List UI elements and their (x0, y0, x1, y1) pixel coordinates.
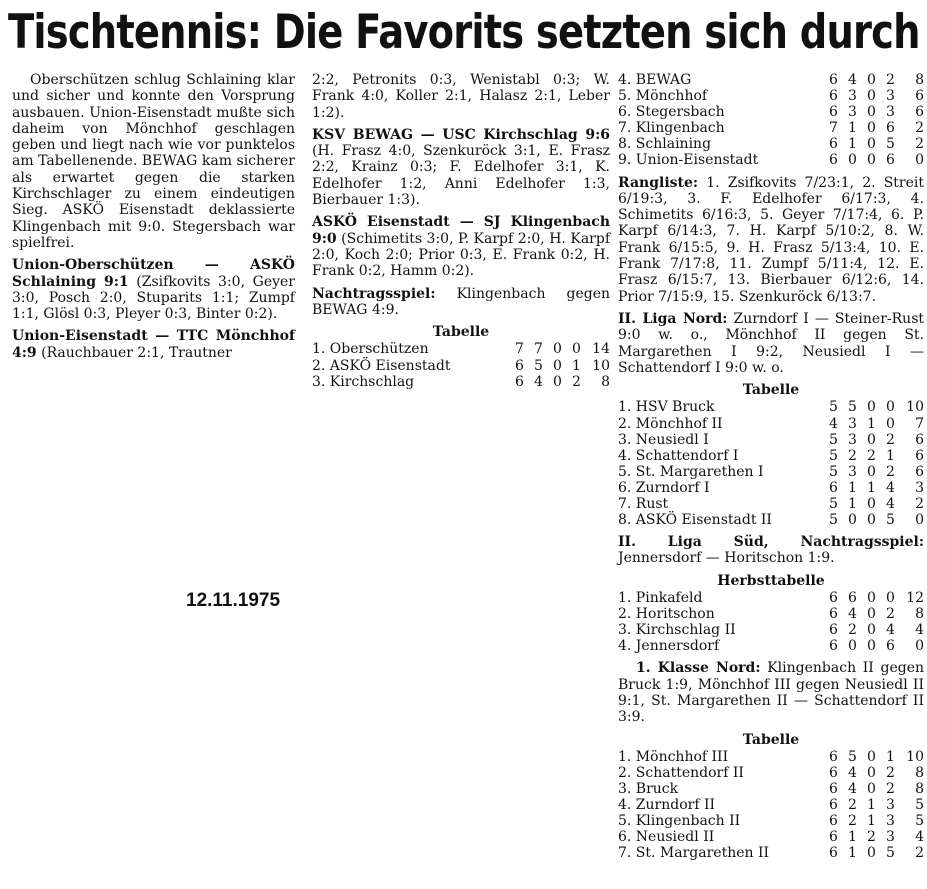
games-played: 6 (829, 479, 838, 496)
wins: 4 (848, 606, 857, 623)
games-played: 6 (829, 152, 838, 169)
games-played: 5 (829, 463, 838, 480)
losses: 5 (886, 845, 895, 862)
points: 0 (915, 512, 924, 529)
wins: 1 (848, 479, 857, 496)
rangliste-heading: Rangliste: (618, 174, 699, 191)
row-spacer (778, 432, 824, 448)
wins: 3 (848, 415, 857, 432)
games-played: 5 (829, 431, 838, 448)
draws: 0 (867, 512, 876, 529)
games-played: 5 (829, 447, 838, 464)
draws: 0 (867, 88, 876, 105)
games-played: 6 (829, 765, 838, 782)
table-row (618, 104, 924, 120)
team-name: 2. Horitschon (618, 606, 715, 623)
match-report (12, 328, 295, 361)
games-played: 5 (829, 399, 838, 416)
points: 10 (906, 748, 924, 765)
row-spacer (778, 448, 824, 464)
row-spacer (456, 374, 510, 390)
table-row (312, 374, 610, 390)
row-spacer (778, 464, 824, 480)
match-report (12, 257, 295, 322)
liga-results: Zurndorf I — Steiner-Rust 9:0 w. o., Mönchhof II gegen St. Margarethen I 9:2, Neusiedl I — Schattendorf I 9:0 w. o. (618, 310, 924, 376)
games-played: 6 (829, 638, 838, 655)
draws: 0 (867, 399, 876, 416)
draws: 0 (553, 341, 562, 358)
match-heading: Union-Oberschützen — ASKÖ Schlaining 9:1 (12, 257, 295, 290)
row-spacer (764, 120, 824, 136)
team-name: 1. Mönchhof III (618, 748, 729, 765)
points: 3 (915, 479, 924, 496)
table-row (618, 638, 924, 654)
points: 4 (915, 829, 924, 846)
losses: 2 (572, 373, 581, 390)
row-spacer (778, 496, 824, 512)
points: 5 (915, 797, 924, 814)
wins: 4 (848, 765, 857, 782)
table-row (312, 358, 610, 374)
team-name: 4. Zurndorf II (618, 797, 716, 814)
wins: 1 (848, 120, 857, 137)
points: 14 (592, 341, 610, 358)
table-row (618, 416, 924, 432)
row-spacer (778, 480, 824, 496)
points: 12 (906, 590, 924, 607)
intro-paragraph: Oberschützen schlug Schlaining klar und sicher und konnte den Vorsprung ausbauen. Union-Eisenstadt mußte sich daheim von Mönchhof geschlagen geben und liegt nach wie vor punktelos am Tabellenende. BEWAG kam sicherer als erwartet gegen die starken Kirchschlager zu einem eindeutigen Sieg. ASKÖ Eisenstadt deklassierte Klingenbach mit 9:0. Stegersbach war spielfrei. (12, 72, 295, 251)
row-spacer (764, 104, 824, 120)
liga-heading: II. Liga Nord: (618, 310, 728, 327)
points: 4 (915, 622, 924, 639)
losses: 1 (886, 748, 895, 765)
draws: 0 (867, 590, 876, 607)
games-played: 6 (829, 104, 838, 121)
table-row (312, 341, 610, 357)
standings-table (618, 399, 924, 528)
wins: 6 (848, 590, 857, 607)
losses: 2 (886, 606, 895, 623)
team-name: 8. Schlaining (618, 136, 712, 153)
standings-table (312, 341, 610, 389)
losses: 0 (572, 341, 581, 358)
games-played: 6 (515, 373, 524, 390)
table-row (618, 797, 924, 813)
standings-table (618, 749, 924, 862)
rangliste (618, 175, 924, 305)
team-name: 1. Pinkafeld (618, 590, 703, 607)
team-name: 6. Stegersbach (618, 104, 725, 121)
points: 6 (915, 431, 924, 448)
table-row (618, 480, 924, 496)
losses: 3 (886, 829, 895, 846)
points: 7 (915, 415, 924, 432)
team-name: 5. Klingenbach II (618, 813, 741, 830)
losses: 2 (886, 431, 895, 448)
headline: Tischtennis: Die Favorits setzten sich durch (8, 5, 920, 60)
row-spacer (456, 341, 510, 357)
draws: 0 (867, 606, 876, 623)
games-played: 6 (829, 606, 838, 623)
table-row (618, 496, 924, 512)
row-spacer (764, 152, 824, 168)
games-played: 6 (829, 813, 838, 830)
games-played: 7 (515, 341, 524, 358)
table-row (618, 829, 924, 845)
wins: 5 (848, 748, 857, 765)
table-row (618, 749, 924, 765)
team-name: 3. Kirchschlag (312, 373, 415, 390)
draws: 0 (867, 136, 876, 153)
wins: 4 (534, 373, 543, 390)
table-row (618, 622, 924, 638)
losses: 0 (886, 415, 895, 432)
games-played: 6 (829, 72, 838, 88)
team-name: 6. Zurndorf I (618, 479, 710, 496)
wins: 0 (848, 152, 857, 169)
losses: 3 (886, 813, 895, 830)
team-name: 2. Schattendorf II (618, 765, 744, 782)
wins: 0 (848, 638, 857, 655)
row-spacer (775, 765, 824, 781)
games-played: 6 (829, 748, 838, 765)
match-results-continued: 2:2, Petronits 0:3, Wenistabl 0:3; W. Frank 4:0, Koller 2:1, Halasz 2:1, Leber 1:2). (312, 72, 610, 121)
losses: 6 (886, 120, 895, 137)
row-spacer (778, 416, 824, 432)
draws: 1 (867, 415, 876, 432)
points: 8 (915, 72, 924, 88)
table-row (618, 448, 924, 464)
games-played: 6 (829, 781, 838, 798)
games-played: 6 (515, 357, 524, 374)
rangliste-body: 1. Zsifkovits 7/23:1, 2. Streit 6/19:3, 3. F. Edelhofer 6/17:3, 4. Schimetits 6/16:3, 5. Geyer 7/17:4, 6. P. Karpf 6/14:3, 7. H. Karpf 5/10:2, 8. W. Frank 6/15:5, 9. H. Frasz 5/13:4, 10. E. Frank 7/17:8, 11. Zumpf 5/11:4, 12. E. Frasz 6/15:7, 13. Bierbauer 6/12:6, 14. Prior 7/15:9, 15. Szenkuröck 6/13:7. (618, 174, 925, 305)
wins: 3 (848, 431, 857, 448)
draws: 1 (867, 797, 876, 814)
table-row (618, 765, 924, 781)
points: 10 (906, 399, 924, 416)
draws: 0 (867, 781, 876, 798)
draws: 2 (867, 447, 876, 464)
wins: 4 (848, 781, 857, 798)
row-spacer (775, 813, 824, 829)
games-played: 6 (829, 829, 838, 846)
games-played: 6 (829, 136, 838, 153)
klasse-nord-report (618, 660, 924, 725)
games-played: 5 (829, 495, 838, 512)
table-row (618, 88, 924, 104)
match-report (312, 214, 610, 279)
team-name: 3. Neusiedl I (618, 431, 709, 448)
draws: 0 (867, 104, 876, 121)
team-name: 6. Neusiedl II (618, 829, 715, 846)
match-results: (Schimetits 3:0, P. Karpf 2:0, H. Karpf 2:0, Koch 2:0; Prior 0:3, E. Frank 0:2, H. Frank 0:2, Hamm 0:2). (312, 230, 610, 280)
table-row (618, 432, 924, 448)
losses: 3 (886, 88, 895, 105)
table-row (618, 606, 924, 622)
row-spacer (775, 845, 824, 861)
draws: 0 (867, 72, 876, 88)
match-results: (H. Frasz 4:0, Szenkuröck 3:1, E. Frasz 2:2, Krainz 0:3; F. Edelhofer 3:1, K. Edelhofer 1:2, Anni Edelhofer 1:3, Bierbauer 1:3). (312, 143, 610, 209)
row-spacer (764, 88, 824, 104)
points: 8 (915, 765, 924, 782)
points: 8 (915, 781, 924, 798)
column-2 (312, 72, 610, 396)
team-name: 2. ASKÖ Eisenstadt (312, 357, 451, 374)
team-name: 7. St. Margarethen II (618, 845, 770, 862)
table-row (618, 120, 924, 136)
draws: 2 (867, 829, 876, 846)
games-played: 6 (829, 797, 838, 814)
row-spacer (775, 797, 824, 813)
row-spacer (764, 72, 824, 88)
wins: 2 (848, 447, 857, 464)
nachtragsspiel-heading: Nachtragsspiel: (312, 285, 436, 302)
table-row (618, 399, 924, 415)
losses: 2 (886, 765, 895, 782)
team-name: 5. St. Margarethen I (618, 463, 764, 480)
games-played: 6 (829, 622, 838, 639)
row-spacer (742, 606, 824, 622)
liga-heading: 1. Klasse Nord: (636, 660, 761, 677)
row-spacer (456, 358, 510, 374)
draws: 0 (553, 357, 562, 374)
points: 8 (915, 606, 924, 623)
points: 2 (915, 136, 924, 153)
liga-nord-report (618, 311, 924, 376)
row-spacer (764, 136, 824, 152)
column-3 (618, 72, 924, 868)
draws: 0 (867, 765, 876, 782)
points: 6 (915, 104, 924, 121)
wins: 3 (848, 88, 857, 105)
team-name: 2. Mönchhof II (618, 415, 723, 432)
games-played: 7 (829, 120, 838, 137)
team-name: 1. Oberschützen (312, 341, 429, 358)
draws: 0 (867, 431, 876, 448)
liga-sued-report (618, 534, 924, 567)
row-spacer (775, 781, 824, 797)
games-played: 5 (829, 512, 838, 529)
standings-table (618, 590, 924, 654)
team-name: 5. Mönchhof (618, 88, 708, 105)
table-row (618, 590, 924, 606)
losses: 5 (886, 136, 895, 153)
team-name: 9. Union-Eisenstadt (618, 152, 759, 169)
losses: 0 (886, 399, 895, 416)
draws: 0 (867, 622, 876, 639)
row-spacer (778, 512, 824, 528)
team-name: 7. Rust (618, 495, 669, 512)
table-row (618, 72, 924, 88)
match-heading: KSV BEWAG — USC Kirchschlag 9:6 (312, 126, 610, 143)
losses: 2 (886, 463, 895, 480)
wins: 2 (848, 813, 857, 830)
table-row (618, 512, 924, 528)
draws: 0 (867, 638, 876, 655)
team-name: 3. Bruck (618, 781, 679, 798)
team-name: 7. Klingenbach (618, 120, 725, 137)
wins: 1 (848, 495, 857, 512)
liga-results: Jennersdorf — Horitschon 1:9. (618, 550, 835, 567)
points: 5 (915, 813, 924, 830)
losses: 4 (886, 479, 895, 496)
points: 2 (915, 845, 924, 862)
table-title: Tabelle (742, 382, 800, 399)
wins: 3 (848, 463, 857, 480)
points: 2 (915, 120, 924, 137)
nachtragsspiel-result: Klingenbach gegen BEWAG 4:9. (312, 285, 611, 318)
table-row (618, 136, 924, 152)
team-name: 8. ASKÖ Eisenstadt II (618, 512, 772, 529)
wins: 2 (848, 797, 857, 814)
losses: 6 (886, 152, 895, 169)
losses: 2 (886, 72, 895, 88)
team-name: 3. Kirchschlag II (618, 622, 736, 639)
liga-results: Klingenbach II gegen Bruck 1:9, Mönchhof III gegen Neusiedl II 9:1, St. Margarethen II — Schattendorf II 3:9. (618, 660, 925, 726)
standings-table (618, 72, 924, 169)
match-heading: ASKÖ Eisenstadt — SJ Klingenbach 9:0 (312, 214, 610, 247)
wins: 5 (848, 399, 857, 416)
match-report (312, 127, 610, 208)
team-name: 4. Schattendorf I (618, 447, 739, 464)
wins: 2 (848, 622, 857, 639)
wins: 4 (848, 72, 857, 88)
losses: 4 (886, 495, 895, 512)
wins: 5 (534, 357, 543, 374)
points: 0 (915, 152, 924, 169)
points: 10 (592, 357, 610, 374)
losses: 1 (572, 357, 581, 374)
match-heading: Union-Eisenstadt — TTC Mönchhof 4:9 (12, 328, 295, 361)
column-1 (12, 72, 295, 367)
match-results: (Rauchbauer 2:1, Trautner (41, 344, 232, 361)
team-name: 1. HSV Bruck (618, 399, 715, 416)
points: 8 (601, 373, 610, 390)
points: 0 (915, 638, 924, 655)
points: 6 (915, 88, 924, 105)
row-spacer (778, 399, 824, 415)
draws: 0 (867, 748, 876, 765)
table-title: Herbsttabelle (717, 572, 825, 589)
losses: 1 (886, 447, 895, 464)
row-spacer (742, 590, 824, 606)
losses: 3 (886, 104, 895, 121)
draws: 0 (867, 495, 876, 512)
draws: 0 (867, 120, 876, 137)
draws: 1 (867, 813, 876, 830)
losses: 4 (886, 622, 895, 639)
row-spacer (742, 622, 824, 638)
table-row (618, 152, 924, 168)
table-row (618, 845, 924, 861)
games-played: 6 (829, 845, 838, 862)
games-played: 6 (829, 590, 838, 607)
table-title: Tabelle (432, 324, 490, 341)
liga-heading: II. Liga Süd, Nachtragsspiel: (618, 534, 924, 551)
team-name: 4. BEWAG (618, 72, 692, 88)
match-results: (Zsifkovits 3:0, Geyer 3:0, Posch 2:0, Stuparits 1:1; Zumpf 1:1, Glösl 0:3, Pleyer 0:3, Binter 0:2). (12, 273, 295, 323)
table-title: Tabelle (742, 731, 800, 748)
table-row (618, 464, 924, 480)
nachtragsspiel (312, 286, 610, 319)
points: 2 (915, 495, 924, 512)
row-spacer (775, 829, 824, 845)
wins: 1 (848, 136, 857, 153)
losses: 3 (886, 797, 895, 814)
wins: 7 (534, 341, 543, 358)
draws: 0 (867, 152, 876, 169)
losses: 6 (886, 638, 895, 655)
draws: 0 (867, 463, 876, 480)
draws: 1 (867, 479, 876, 496)
row-spacer (775, 749, 824, 765)
team-name: 4. Jennersdorf (618, 638, 720, 655)
wins: 3 (848, 104, 857, 121)
table-row (618, 781, 924, 797)
games-played: 4 (829, 415, 838, 432)
table-row (618, 813, 924, 829)
points: 6 (915, 447, 924, 464)
losses: 5 (886, 512, 895, 529)
losses: 0 (886, 590, 895, 607)
points: 6 (915, 463, 924, 480)
date-label: 12.11.1975 (186, 590, 281, 611)
wins: 1 (848, 845, 857, 862)
row-spacer (742, 638, 824, 654)
draws: 0 (867, 845, 876, 862)
losses: 2 (886, 781, 895, 798)
games-played: 6 (829, 88, 838, 105)
wins: 0 (848, 512, 857, 529)
draws: 0 (553, 373, 562, 390)
wins: 1 (848, 829, 857, 846)
